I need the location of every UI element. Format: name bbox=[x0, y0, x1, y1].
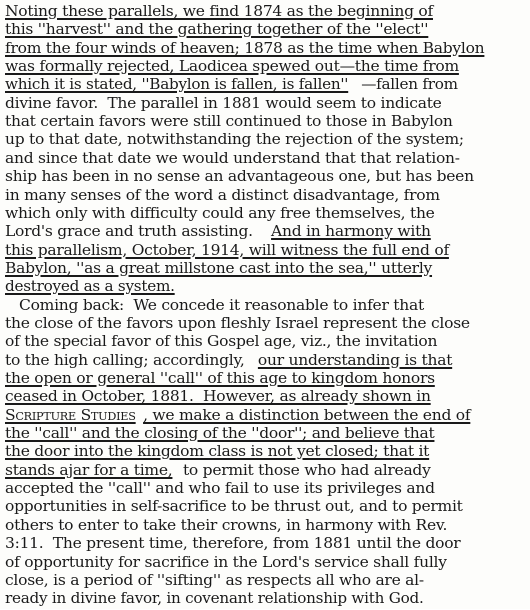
text-segment: close, is a period of ''sifting'' as respects all who are al- bbox=[5, 570, 424, 589]
text-line bbox=[0, 587, 530, 610]
underlined-text: from the four winds of heaven; 1878 as the time when Babylon bbox=[5, 38, 485, 57]
text-segment: opportunities in self-sacrifice to be thrust out, and to permit bbox=[5, 497, 463, 516]
text-segment: divine favor. The parallel in 1881 would seem to indicate bbox=[5, 93, 442, 112]
text-segment: to permit those who had already bbox=[178, 460, 431, 479]
text-segment: to the high calling; accordingly, bbox=[5, 350, 250, 369]
text-segment: that certain favors were still continued to those in Babylon bbox=[5, 112, 453, 131]
text-segment: —fallen from bbox=[361, 75, 458, 94]
underlined-text: Noting these parallels, we find 1874 as the beginning of bbox=[5, 2, 433, 20]
underlined-text: the door into the kingdom class is not yet closed; that it bbox=[5, 442, 430, 461]
text-segment: others to enter to take their crowns, in harmony with Rev. bbox=[5, 515, 448, 534]
text-segment: the close of the favors upon fleshly Israel represent the close bbox=[5, 313, 470, 332]
text-segment: 3:11. The present time, therefore, from 1881 until the door bbox=[5, 534, 461, 553]
underlined-text: Scripture Studies bbox=[5, 405, 136, 424]
underlined-text: the open or general ''call'' of this age to kingdom honors bbox=[5, 369, 435, 387]
underlined-text: Babylon, ''as a great millstone cast into the sea,'' utterly bbox=[5, 258, 433, 277]
text-segment: ship has been in no sense an advantageous one, but has been bbox=[5, 167, 474, 186]
underlined-text: And in harmony with bbox=[271, 222, 431, 241]
underlined-text: stands ajar for a time, bbox=[5, 460, 173, 479]
text-segment: ready in divine favor, in covenant relationship with God. bbox=[5, 589, 424, 608]
underlined-text: was formally rejected, Laodicea spewed out—the time from bbox=[5, 57, 459, 76]
text-segment: accepted the ''call'' and who fail to use its privileges and bbox=[5, 479, 435, 498]
underlined-text: , we make a distinction between the end of bbox=[143, 405, 471, 424]
text-segment: which only with difficulty could any free themselves, the bbox=[5, 203, 435, 222]
underlined-text: this parallelism, October, 1914, will witness the full end of bbox=[5, 240, 449, 259]
underlined-text: the ''call'' and the closing of the ''door''; and believe that bbox=[5, 424, 435, 443]
text-segment: in many senses of the word a distinct disadvantage, from bbox=[5, 185, 440, 204]
text-segment: and since that date we would understand that that relation- bbox=[5, 148, 460, 167]
underlined-text: our understanding is that bbox=[257, 350, 453, 369]
text-segment: of opportunity for sacrifice in the Lord's service shall fully bbox=[5, 552, 447, 571]
underlined-text: ceased in October, 1881. However, as already shown in bbox=[5, 387, 431, 406]
text-segment: up to that date, notwithstanding the rejection of the system; bbox=[5, 130, 464, 149]
underlined-text: this ''harvest'' and the gathering together of the ''elect'' bbox=[5, 20, 429, 39]
text-segment: Coming back: We concede it reasonable to infer that bbox=[5, 295, 424, 314]
underlined-text: which it is stated, ''Babylon is fallen, is fallen'' bbox=[5, 75, 349, 94]
underlined-text: destroyed as a system. bbox=[5, 277, 175, 296]
text-segment: Lord's grace and truth assisting. bbox=[5, 222, 263, 241]
text-segment: of the special favor of this Gospel age, viz., the invitation bbox=[5, 332, 438, 351]
